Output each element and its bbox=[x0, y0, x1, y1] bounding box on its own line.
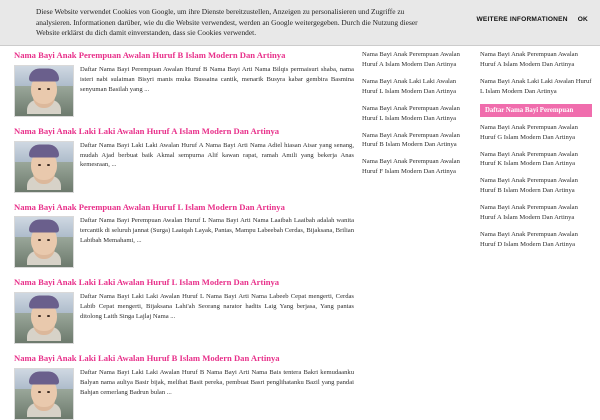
thumb-baby-eye-right bbox=[47, 164, 50, 166]
thumb-baby-eye-right bbox=[47, 88, 50, 90]
post-body bbox=[14, 65, 354, 117]
thumb-baby-eye-left bbox=[38, 164, 41, 166]
post-title-link[interactable]: Nama Bayi Anak Laki Laki Awalan Huruf A Islam Modern Dan Artinya bbox=[14, 125, 280, 136]
post-thumbnail-image[interactable] bbox=[14, 216, 74, 268]
thumb-baby-hat bbox=[29, 220, 59, 233]
post-body bbox=[14, 368, 354, 420]
cookie-consent-actions bbox=[476, 6, 592, 23]
post-thumbnail-image[interactable] bbox=[14, 292, 74, 344]
post-item bbox=[14, 202, 354, 269]
sidebar bbox=[354, 50, 592, 400]
post-title-link[interactable]: Nama Bayi Anak Laki Laki Awalan Huruf B Islam Modern Dan Artinya bbox=[14, 353, 280, 364]
post-title-link[interactable]: Nama Bayi Anak Perempuan Awalan Huruf L Islam Modern Dan Artinya bbox=[14, 201, 285, 212]
sidebar-link[interactable]: Nama Bayi Anak Perempuan Awalan Huruf A Islam Modern Dan Artinya bbox=[480, 51, 578, 69]
sidebar-link[interactable]: Nama Bayi Anak Perempuan Awalan Huruf F Islam Modern Dan Artinya bbox=[362, 158, 460, 176]
post-excerpt: Daftar Nama Bayi Laki Laki Awalan Huruf B Nama Bayi Arti Nama Bais tentera Bakri kemudaanku Balyan nama auliya Basir bijak, melihat Basit pereka, pembuat Basri penglihatanku Bazil yang pandai Bahjan cemerlang Badrun bulan ... bbox=[80, 368, 354, 396]
sidebar-link[interactable]: Nama Bayi Anak Perempuan Awalan Huruf G Islam Modern Dan Artinya bbox=[480, 123, 578, 141]
post-body bbox=[14, 141, 354, 193]
post-item bbox=[14, 126, 354, 193]
post-thumbnail-image[interactable] bbox=[14, 65, 74, 117]
sidebar-link[interactable]: Nama Bayi Anak Perempuan Awalan Huruf K Islam Modern Dan Artinya bbox=[480, 150, 578, 168]
post-thumbnail-image[interactable] bbox=[14, 141, 74, 193]
thumb-baby-hat bbox=[29, 371, 59, 384]
post-body bbox=[14, 292, 354, 344]
post-item bbox=[14, 353, 354, 420]
page-body bbox=[0, 46, 600, 400]
thumb-baby-eye-left bbox=[38, 391, 41, 393]
sidebar-link[interactable]: Nama Bayi Anak Perempuan Awalan Huruf A Islam Modern Dan Artinya bbox=[362, 51, 460, 69]
sidebar-link[interactable]: Nama Bayi Anak Perempuan Awalan Huruf B Islam Modern Dan Artinya bbox=[480, 177, 578, 195]
post-thumbnail-image[interactable] bbox=[14, 368, 74, 420]
post-item bbox=[14, 50, 354, 117]
post-excerpt: Daftar Nama Bayi Laki Laki Awalan Huruf A Nama Bayi Arti Nama Adiel hiasan Aisar yang senang, mudah Ajad berbuat baik Akmal sempurna Alif kawan rapat, ramah Amili yang bekerja Anas kemesraan, ... bbox=[80, 141, 354, 169]
more-information-link[interactable]: WEITERE INFORMATIONEN bbox=[476, 16, 568, 23]
cookie-ok-button[interactable]: OK bbox=[577, 16, 588, 23]
post-excerpt: Daftar Nama Bayi Perempuan Awalan Huruf L Nama Bayi Arti Nama Laaibah Laaibah adalah wanita tercantik di seluruh jannat (Surga) Laaiqah Layak, Pantas, Mampu Labeebah Cerdas, Bijaksana, Brilian Labibah Memahami, ... bbox=[80, 217, 354, 245]
post-list bbox=[6, 50, 354, 400]
thumb-baby-eye-right bbox=[47, 391, 50, 393]
post-title-link[interactable]: Nama Bayi Anak Perempuan Awalan Huruf B Islam Modern Dan Artinya bbox=[14, 50, 286, 61]
sidebar-link[interactable]: Nama Bayi Anak Perempuan Awalan Huruf A Islam Modern Dan Artinya bbox=[480, 204, 578, 221]
post-title-link[interactable]: Nama Bayi Anak Laki Laki Awalan Huruf L Islam Modern Dan Artinya bbox=[14, 277, 280, 288]
sidebar-link[interactable]: Nama Bayi Anak Perempuan Awalan Huruf L Islam Modern Dan Artinya bbox=[362, 104, 460, 122]
sidebar-link[interactable]: Nama Bayi Anak Laki Laki Awalan Huruf L Islam Modern Dan Artinya bbox=[362, 77, 457, 95]
post-body bbox=[14, 216, 354, 268]
post-excerpt: Daftar Nama Bayi Laki Laki Awalan Huruf L Nama Bayi Arti Nama Labeeb Cepat mengerti, Cerdas Labib Cepat mengerti, Bijaksana Lahi'ah Seorang narator hadits Laig Yang berjasa, Yang pantas ditolong Laith Singa Lajlaj Nama ... bbox=[80, 293, 354, 320]
thumb-baby-hat bbox=[29, 68, 59, 81]
sidebar-link[interactable]: Nama Bayi Anak Laki Laki Awalan Huruf L Islam Modern Dan Artinya bbox=[480, 77, 592, 95]
thumb-baby-hat bbox=[29, 144, 59, 157]
sidebar-widget-title: Daftar Nama Bayi Perempuan bbox=[480, 104, 592, 117]
cookie-consent-text: Diese Website verwendet Cookies von Google, um ihre Dienste bereitzustellen, Anzeigen zu personalisieren und Zugriffe zu analysieren. Informationen darüber, wie du die Website verwendest, werden an Google weitergegeben. Durch die Nutzung dieser Website erklärst du dich damit einverstanden, dass sie Cookies verwendet. bbox=[36, 7, 418, 38]
post-item bbox=[14, 277, 354, 344]
sidebar-column-right bbox=[480, 50, 592, 256]
post-excerpt: Daftar Nama Bayi Perempuan Awalan Huruf B Nama Bayi Arti Nama Bilqis permaisuri shaba, nama isteri nabi sulaiman Bisyri manis muka Bussaina cantik, menarik Busyra kabar gembira Basmina senyuman Basilah yang ... bbox=[80, 65, 354, 93]
sidebar-columns bbox=[362, 50, 592, 256]
sidebar-column-left bbox=[362, 50, 470, 256]
cookie-consent-banner bbox=[0, 0, 600, 46]
thumb-baby-hat bbox=[29, 296, 59, 309]
sidebar-link[interactable]: Nama Bayi Anak Perempuan Awalan Huruf D Islam Modern Dan Artinya bbox=[480, 230, 578, 248]
sidebar-link[interactable]: Nama Bayi Anak Perempuan Awalan Huruf B Islam Modern Dan Artinya bbox=[362, 131, 460, 149]
